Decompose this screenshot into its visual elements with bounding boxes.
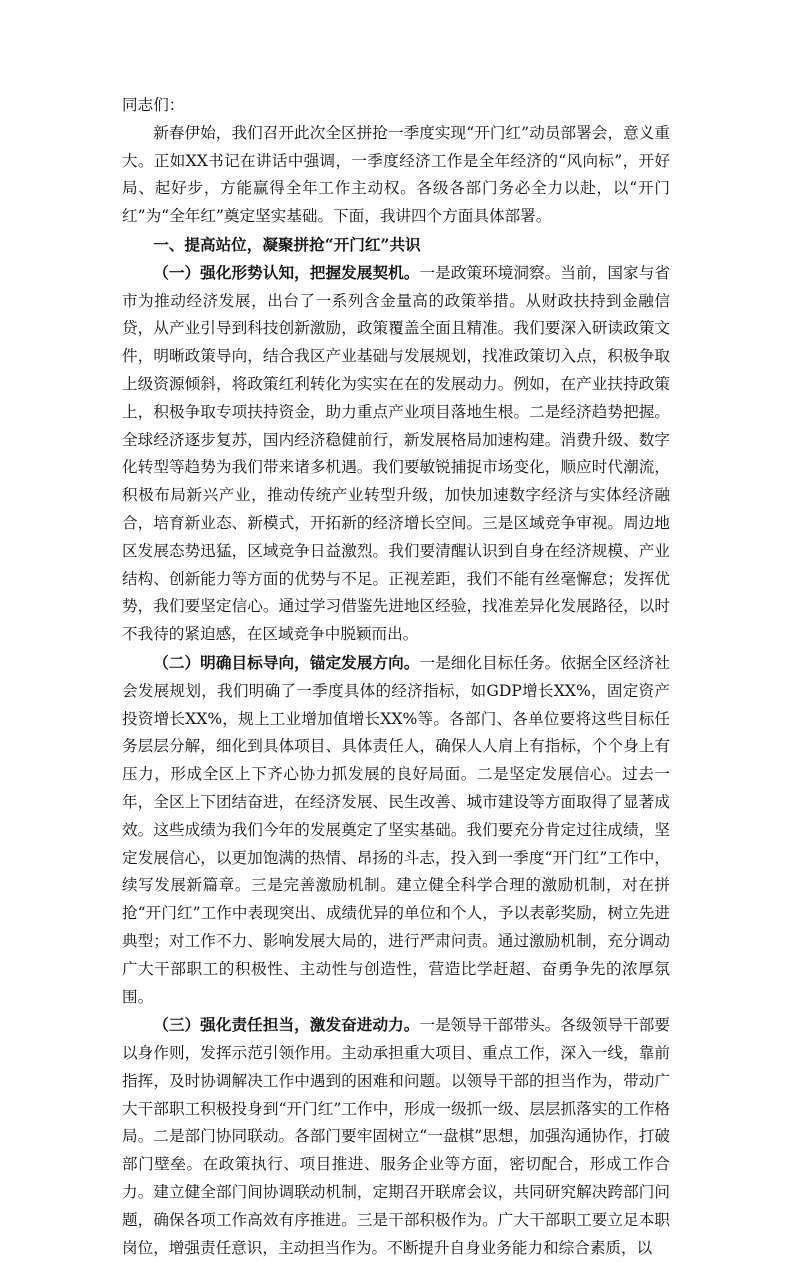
paragraph-3-body: 一是领导干部带头。各级领导干部要以身作则，发挥示范引领作用。主动承担重大项目、重点工作，深入一线，靠前指挥，及时协调解决工作中遇到的困难和问题。以领导干部的担当作为，带动广大干部职工积极投身到“开门红”工作中，形成一级抓一级、层层抓落实的工作格局。二是部门协同联动。各部门要牢固树立“一盘棋”思想，加强沟通协作，打破部门壁垒。在政策执行、项目推进、服务企业等方面，密切配合，形成工作合力。建立健全部门间协调联动机制，定期召开联席会议，共同研究解决跨部门问题，确保各项工作高效有序推进。三是干部积极作为。广大干部职工要立足本职岗位，增强责任意识，主动担当作为。不断提升自身业务能力和综合素质，以 [122, 1016, 670, 1257]
subheading-2: （二）明确目标导向，锚定发展方向。 [153, 652, 420, 672]
paragraph-1-body: 一是政策环境洞察。当前，国家与省市为推动经济发展，出台了一系列含金量高的政策举措。从财政扶持到金融信贷，从产业引导到科技创新激励，政策覆盖全面且精准。我们要深入研读政策文件，明晰政策导向，结合我区产业基础与发展规划，找准政策切入点，积极争取上级资源倾斜，将政策红利转化为实实在在的发展动力。例如，在产业扶持政策上，积极争取专项扶持资金，助力重点产业项目落地生根。二是经济趋势把握。全球经济逐步复苏，国内经济稳健前行，新发展格局加速构建。消费升级、数字化转型等趋势为我们带来诸多机遇。我们要敏锐捕捉市场变化，顺应时代潮流，积极布局新兴产业，推动传统产业转型升级，加快加速数字经济与实体经济融合，培育新业态、新模式，开拓新的经济增长空间。三是区域竞争审视。周边地区发展态势迅猛，区域竞争日益激烈。我们要清醒认识到自身在经济规模、产业结构、创新能力等方面的优势与不足。正视差距，我们不能有丝毫懈怠；发挥优势，我们要坚定信心。通过学习借鉴先进地区经验，找准差异化发展路径，以时不我待的紧迫感，在区域竞争中脱颖而出。 [122, 263, 670, 644]
paragraph-3 [122, 1011, 670, 1262]
subheading-3: （三）强化责任担当，激发奋进动力。 [153, 1015, 420, 1035]
paragraph-2-body: 一是细化目标任务。依据全区经济社会发展规划，我们明确了一季度具体的经济指标，如GDP增长XX%，固定资产投资增长XX%，规上工业增加值增长XX%等。各部门、各单位要将这些目标任务层层分解，细化到具体项目、具体责任人，确保人人肩上有指标，个个身上有压力，形成全区上下齐心协力抓发展的良好局面。二是坚定发展信心。过去一年，全区上下团结奋进，在经济发展、民生改善、城市建设等方面取得了显著成效。这些成绩为我们今年的发展奠定了坚实基础。我们要充分肯定过往成绩，坚定发展信心，以更加饱满的热情、昂扬的斗志，投入到一季度“开门红”工作中，续写发展新篇章。三是完善激励机制。建立健全科学合理的激励机制，对在拼抢“开门红”工作中表现突出、成绩优异的单位和个人，予以表彰奖励，树立先进典型；对工作不力、影响发展大局的，进行严肃问责。通过激励机制，充分调动广大干部职工的积极性、主动性与创造性，营造比学赶超、奋勇争先的浓厚氛围。 [122, 653, 670, 1006]
paragraph-1 [122, 259, 670, 649]
document-page [122, 92, 670, 1262]
salutation: 同志们： [122, 96, 185, 114]
subheading-1: （一）强化形势认知，把握发展契机。 [153, 262, 420, 282]
intro-paragraph: 新春伊始，我们召开此次全区拼抢一季度实现“开门红”动员部署会，意义重大。正如XX书记在讲话中强调，一季度经济工作是全年经济的“风向标”，开好局、起好步，方能赢得全年工作主动权。各级各部门务必全力以赴，以“开门红”为“全年红”奠定坚实基础。下面，我讲四个方面具体部署。 [122, 123, 670, 226]
section-heading: 一、提高站位，凝聚拼抢“开门红”共识 [153, 234, 421, 254]
paragraph-2 [122, 649, 670, 1011]
